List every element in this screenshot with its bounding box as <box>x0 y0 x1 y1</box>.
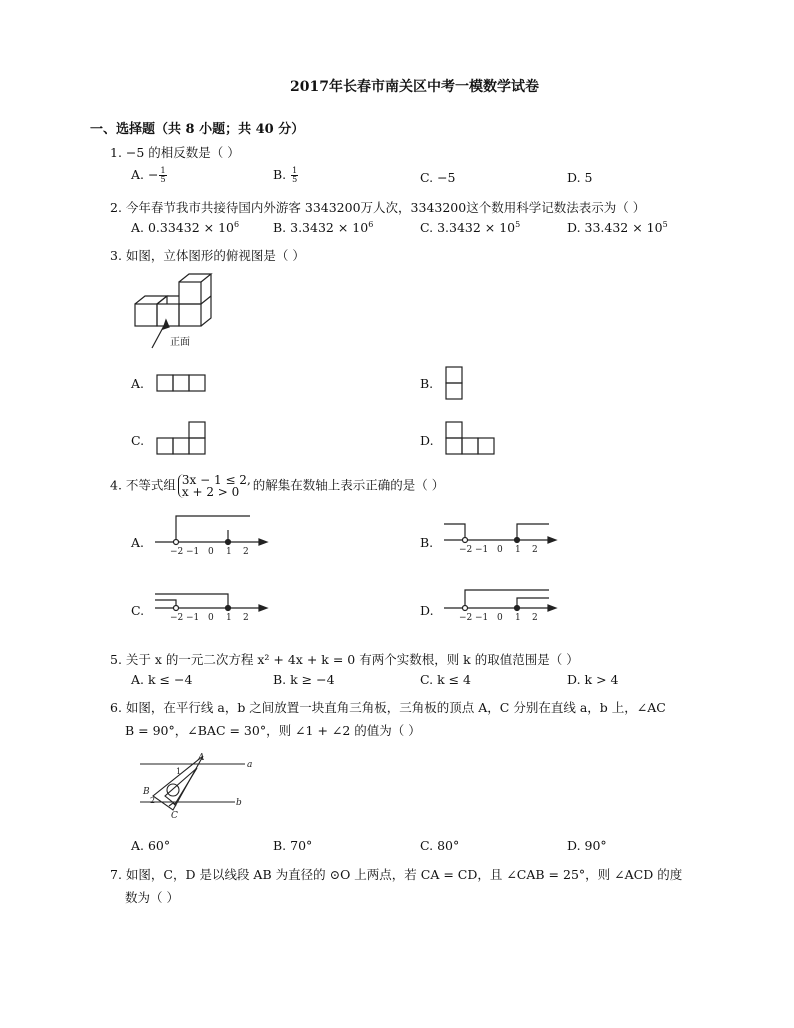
tick-label: 2 <box>532 613 538 623</box>
label-C: C <box>171 811 178 821</box>
tick-label: −1 <box>186 547 200 557</box>
option-text: C. 3.3432 × 10 <box>420 220 516 236</box>
question-1-stem: 1. −5 的相反数是（ ） <box>110 145 240 160</box>
tick-label: −1 <box>186 613 200 623</box>
question-4-option-b[interactable]: B. <box>420 535 434 550</box>
cube-top <box>157 296 179 304</box>
label-A: A <box>198 753 205 763</box>
cube-face <box>179 304 201 326</box>
question-6-stem-line-2: B = 90°，∠BAC = 30°，则 ∠1 + ∠2 的值为（ ） <box>125 723 421 738</box>
question-3-option-d[interactable]: D. <box>420 433 434 448</box>
question-2-stem: 2. 今年春节我市共接待国内外游客 3343200万人次，3343200这个数用科学记数法表示为（ ） <box>110 200 646 215</box>
tick-label: 2 <box>243 613 249 623</box>
option-text: D. 33.432 × 10 <box>567 220 663 236</box>
tick-label: 0 <box>208 547 214 557</box>
triangle-figure <box>135 752 255 822</box>
exponent: 5 <box>515 220 521 229</box>
question-5-option-d[interactable]: D. k > 4 <box>567 672 619 687</box>
tick-label: 0 <box>497 545 503 555</box>
tick-label: −2 <box>459 545 473 555</box>
question-2-option-a[interactable] <box>131 220 239 235</box>
page-title: 2017年长春市南关区中考一模数学试卷 <box>290 79 539 95</box>
number-line-b <box>444 518 564 555</box>
tick-label: −2 <box>459 613 473 623</box>
question-6-option-a[interactable]: A. 60° <box>131 838 171 853</box>
question-3-option-c[interactable]: C. <box>131 433 145 448</box>
exponent: 6 <box>234 220 240 229</box>
question-3-option-a[interactable]: A. <box>131 376 145 391</box>
label-angle-2: 2 <box>150 796 156 805</box>
question-7-stem-line-2: 数为（ ） <box>125 890 179 905</box>
label-B: B <box>143 787 150 797</box>
question-5-option-c[interactable]: C. k ≤ 4 <box>420 672 472 687</box>
question-4-option-c[interactable]: C. <box>131 603 145 618</box>
question-4-option-a[interactable]: A. <box>131 535 145 550</box>
denominator: 5 <box>292 175 298 184</box>
label-b: b <box>236 798 242 808</box>
numerator: 1 <box>160 166 166 175</box>
option-text: A. 0.33432 × 10 <box>131 220 234 236</box>
tick-label: 0 <box>208 613 214 623</box>
question-5-option-b[interactable]: B. k ≥ −4 <box>273 672 335 687</box>
option-d-figure <box>445 421 495 455</box>
question-2-option-d[interactable] <box>567 220 668 235</box>
question-6-stem-line-1: 6. 如图，在平行线 a，b 之间放置一块直角三角板，三角板的顶点 A，C 分别在直线 a，b 上，∠AC <box>110 700 666 715</box>
question-1-option-d[interactable]: D. 5 <box>567 170 593 185</box>
cube-edge <box>201 296 211 304</box>
question-1-option-c[interactable]: C. −5 <box>420 170 456 185</box>
tick-label: 1 <box>515 545 521 555</box>
label-a: a <box>247 760 253 770</box>
label-angle-1: 1 <box>176 767 182 776</box>
cube-face <box>157 304 179 326</box>
tick-label: −2 <box>170 613 184 623</box>
question-1-option-a[interactable] <box>131 167 168 184</box>
exponent: 6 <box>368 220 374 229</box>
exponent: 5 <box>662 220 668 229</box>
tick-label: 1 <box>226 613 232 623</box>
cube-face <box>135 304 157 326</box>
stem-suffix: 的解集在数轴上表示正确的是（ ） <box>252 477 445 493</box>
tick-label: −1 <box>475 545 489 555</box>
option-a-figure <box>156 374 206 392</box>
question-2-option-b[interactable] <box>273 220 373 235</box>
tick-label: 0 <box>497 613 503 623</box>
question-3-option-b[interactable]: B. <box>420 376 434 391</box>
option-b-figure <box>445 366 463 400</box>
question-6-option-c[interactable]: C. 80° <box>420 838 460 853</box>
inequality-2: x + 2 > 0 <box>181 485 240 499</box>
tick-label: −2 <box>170 547 184 557</box>
tick-label: −1 <box>475 613 489 623</box>
tick-label: 1 <box>515 613 521 623</box>
option-b-label: B. <box>273 167 291 182</box>
stem-prefix: 4. 不等式组 <box>110 477 176 493</box>
inequality-system <box>178 474 251 498</box>
option-c-figure <box>156 421 206 455</box>
cube-face <box>179 282 201 304</box>
tick-label: 2 <box>243 547 249 557</box>
fraction <box>291 167 298 184</box>
tick-label: 2 <box>532 545 538 555</box>
number-line-c <box>155 586 275 623</box>
question-1-option-b[interactable] <box>273 167 299 184</box>
number-line-d <box>444 586 564 623</box>
numerator: 1 <box>292 166 298 175</box>
option-a-label: A. − <box>131 167 159 182</box>
fraction <box>159 167 166 184</box>
number-line-a <box>155 510 275 555</box>
denominator: 5 <box>160 175 166 184</box>
inequality-1: 3x − 1 ≤ 2, <box>181 473 251 487</box>
arrow-head <box>163 320 169 329</box>
hole <box>167 784 179 796</box>
tick-label: 1 <box>226 547 232 557</box>
question-4-option-d[interactable]: D. <box>420 603 434 618</box>
front-label: 正面 <box>170 337 190 348</box>
question-2-option-c[interactable] <box>420 220 520 235</box>
question-5-stem: 5. 关于 x 的一元二次方程 x² + 4x + k = 0 有两个实数根，则 k 的取值范围是（ ） <box>110 652 579 667</box>
question-6-option-b[interactable]: B. 70° <box>273 838 313 853</box>
question-3-stem: 3. 如图，立体图形的俯视图是（ ） <box>110 248 305 263</box>
question-7-stem-line-1: 7. 如图，C，D 是以线段 AB 为直径的 ⊙O 上两点，若 CA = CD，且 ∠CAB = 25°，则 ∠ACD 的度 <box>110 867 683 882</box>
question-6-option-d[interactable]: D. 90° <box>567 838 607 853</box>
cube-top <box>179 274 211 282</box>
question-4-stem <box>110 474 444 498</box>
section-heading: 一、选择题（共 8 小题；共 40 分） <box>90 122 305 137</box>
option-text: B. 3.3432 × 10 <box>273 220 369 236</box>
question-5-option-a[interactable]: A. k ≤ −4 <box>131 672 193 687</box>
